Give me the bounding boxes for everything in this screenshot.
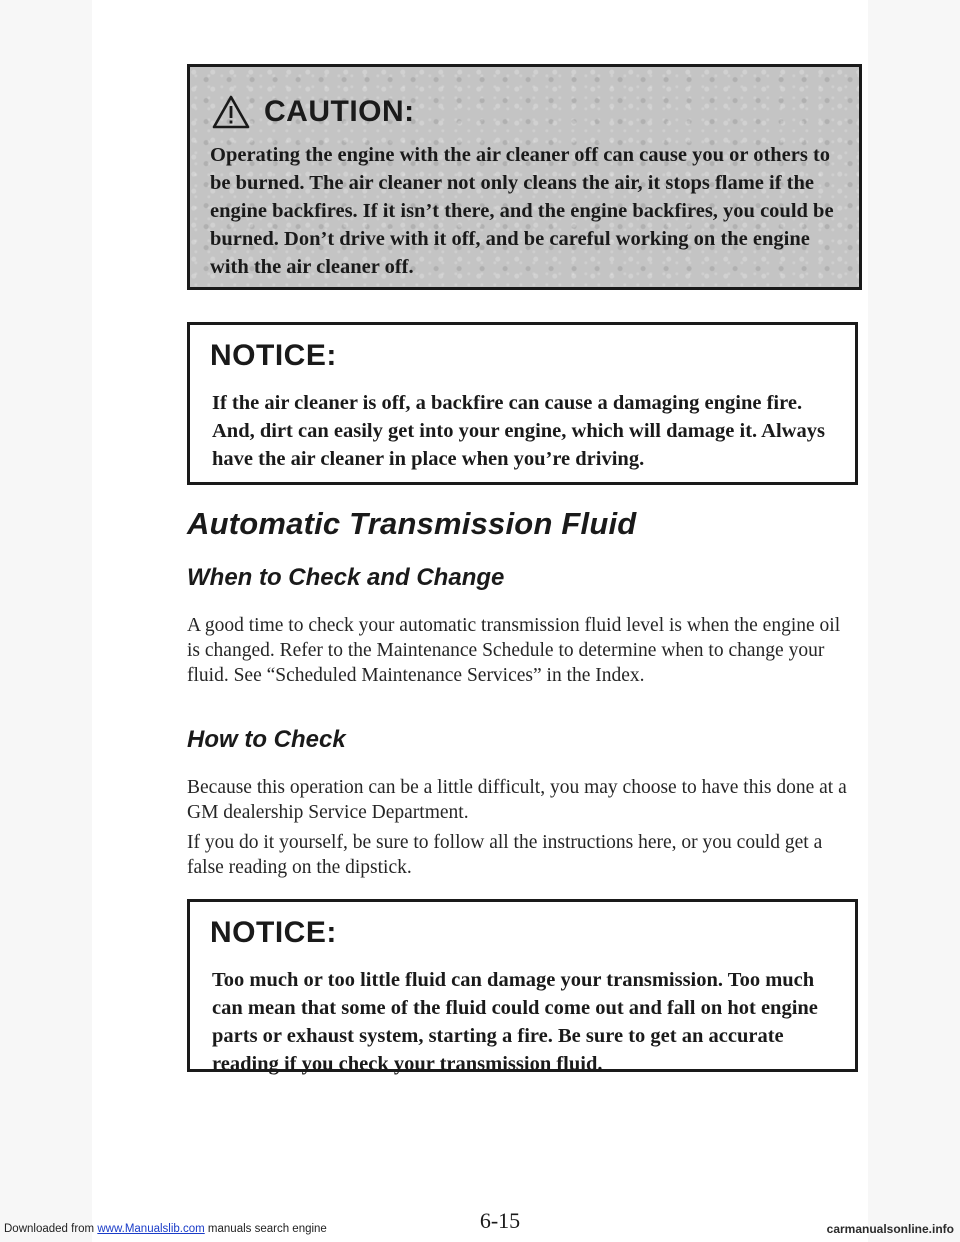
- manualslib-link[interactable]: www.Manualslib.com: [97, 1223, 205, 1235]
- page-number: 6-15: [479, 1208, 521, 1233]
- paragraph-when-to-check: A good time to check your automatic transmission fluid level is when the engine oil is changed. Refer to the Maintenance Schedule to determine when to change your fluid. See “Scheduled Maintenance Services” in the Index.: [187, 615, 841, 686]
- watermark: carmanualsonline.info: [826, 1222, 954, 1236]
- notice-text: If the air cleaner is off, a backfire can cause a damaging engine fire. And, dirt can easily get into your engine, which will damage it. Always have the air cleaner in place when you’re driving.: [212, 392, 825, 470]
- notice-box-air-cleaner: [187, 322, 858, 485]
- notice-box-fluid-level: [187, 899, 858, 1075]
- subheading-how-to-check: How to Check: [187, 726, 346, 753]
- paragraph-dealership: Because this operation can be a little difficult, you may choose to have this done at a GM dealership Service Department.: [187, 777, 847, 823]
- footer-suffix: manuals search engine: [207, 1223, 327, 1235]
- footer-prefix: Downloaded from: [4, 1223, 95, 1235]
- caution-text: Operating the engine with the air cleaner off can cause you or others to be burned. The air cleaner not only cleans the air, it stops flame if the engine backfires. If it isn’t there, and the engine backfires, you could be burned. Don’t drive with it off, and be careful working on the engine with the air cleaner off.: [210, 144, 834, 278]
- notice-title: NOTICE:: [210, 339, 337, 372]
- notice-title: NOTICE:: [210, 916, 337, 949]
- notice-text: Too much or too little fluid can damage your transmission. Too much can mean that some of the fluid could come out and fall on hot engine parts or exhaust system, starting a fire. Be sure to get an accurate reading if you check your transmission fluid.: [212, 969, 818, 1075]
- caution-title: CAUTION:: [264, 95, 415, 128]
- caution-box: [187, 64, 862, 290]
- section-heading: Automatic Transmission Fluid: [187, 506, 637, 541]
- subheading-when-to-check: When to Check and Change: [187, 564, 505, 591]
- warning-triangle-icon: [212, 95, 250, 129]
- download-footer: [4, 1223, 327, 1235]
- caution-header: [212, 87, 415, 137]
- paragraph-instructions: If you do it yourself, be sure to follow all the instructions here, or you could get a false reading on the dipstick.: [187, 832, 823, 878]
